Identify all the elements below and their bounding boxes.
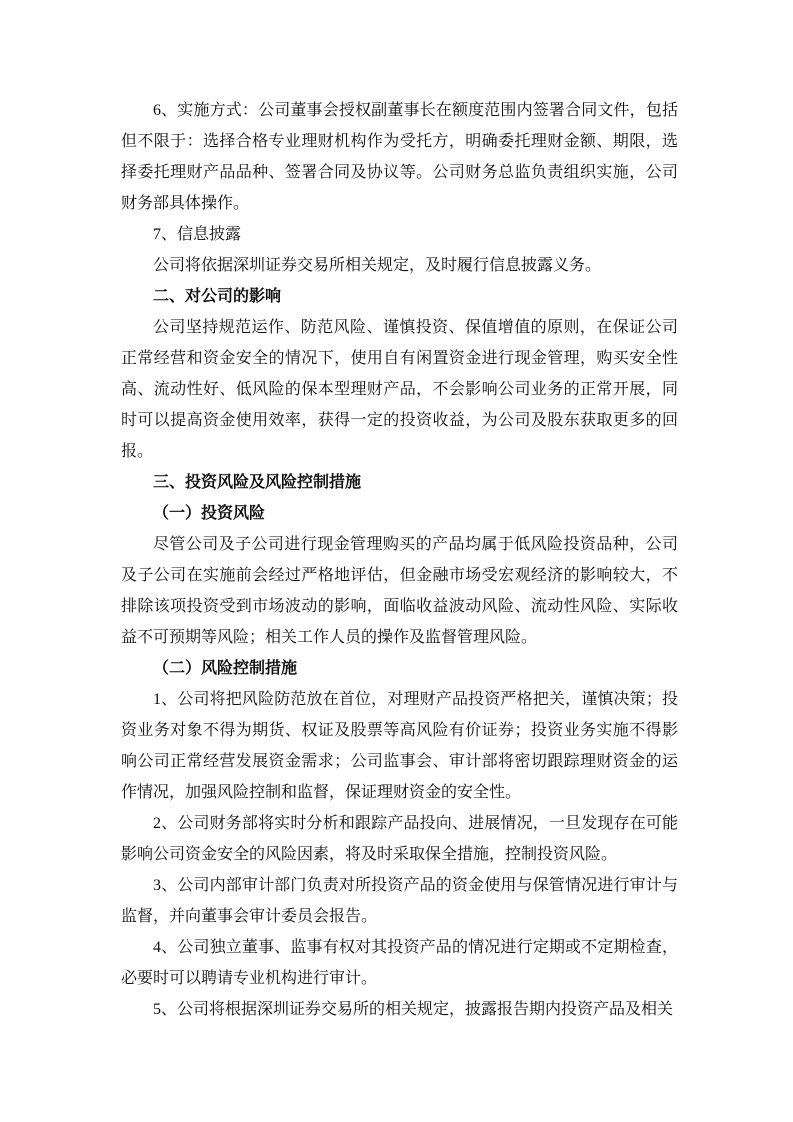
paragraph-risk-control-item-1: 1、公司将把风险防范放在首位，对理财产品投资严格把关，谨慎决策；投资业务对象不得为期货、权证及股票等高风险有价证券；投资业务实施不得影响公司正常经营发展资金需求；公司监事会、审计部将密切跟踪理财资金的运作情况，加强风险控制和监督，保证理财资金的安全性。 [121, 691, 678, 801]
paragraph-info-disclosure-title: 7、信息披露 [153, 226, 242, 243]
paragraph-info-disclosure-body: 公司将依据深圳证券交易所相关规定，及时履行信息披露义务。 [153, 257, 602, 274]
section-heading-risk-and-control: 三、投资风险及风险控制措施 [153, 474, 362, 491]
paragraph-risk-control-item-5: 5、公司将根据深圳证券交易所的相关规定，披露报告期内投资产品及相关 [153, 1001, 674, 1018]
paragraph-risk-control-item-4: 4、公司独立董事、监事有权对其投资产品的情况进行定期或不定期检查，必要时可以聘请专业机构进行审计。 [121, 939, 678, 987]
paragraph-risk-control-item-3: 3、公司内部审计部门负责对所投资产品的资金使用与保管情况进行审计与监督，并向董事会审计委员会报告。 [121, 877, 678, 925]
section-heading-company-impact: 二、对公司的影响 [153, 288, 282, 305]
subsection-heading-investment-risk: （一）投资风险 [153, 505, 266, 522]
paragraph-company-impact-body: 公司坚持规范运作、防范风险、谨慎投资、保值增值的原则，在保证公司正常经营和资金安全的情况下，使用自有闲置资金进行现金管理，购买安全性高、流动性好、低风险的保本型理财产品，不会影响公司业务的正常开展，同时可以提高资金使用效率，获得一定的投资收益，为公司及股东获取更多的回报。 [121, 319, 678, 460]
paragraph-risk-control-item-2: 2、公司财务部将实时分析和跟踪产品投向、进展情况，一旦发现存在可能影响公司资金安全的风险因素，将及时采取保全措施，控制投资风险。 [121, 815, 678, 863]
document-body [121, 95, 678, 1025]
paragraph-investment-risk-body: 尽管公司及子公司进行现金管理购买的产品均属于低风险投资品种，公司及子公司在实施前会经过严格地评估，但金融市场受宏观经济的影响较大，不排除该项投资受到市场波动的影响，面临收益波动风险、流动性风险、实际收益不可预期等风险；相关工作人员的操作及监督管理风险。 [121, 536, 678, 646]
paragraph-implementation-method: 6、实施方式：公司董事会授权副董事长在额度范围内签署合同文件，包括但不限于：选择合格专业理财机构作为受托方，明确委托理财金额、期限，选择委托理财产品品种、签署合同及协议等。公司财务总监负责组织实施，公司财务部具体操作。 [121, 102, 678, 212]
subsection-heading-risk-control-measures: （二）风险控制措施 [153, 660, 298, 677]
